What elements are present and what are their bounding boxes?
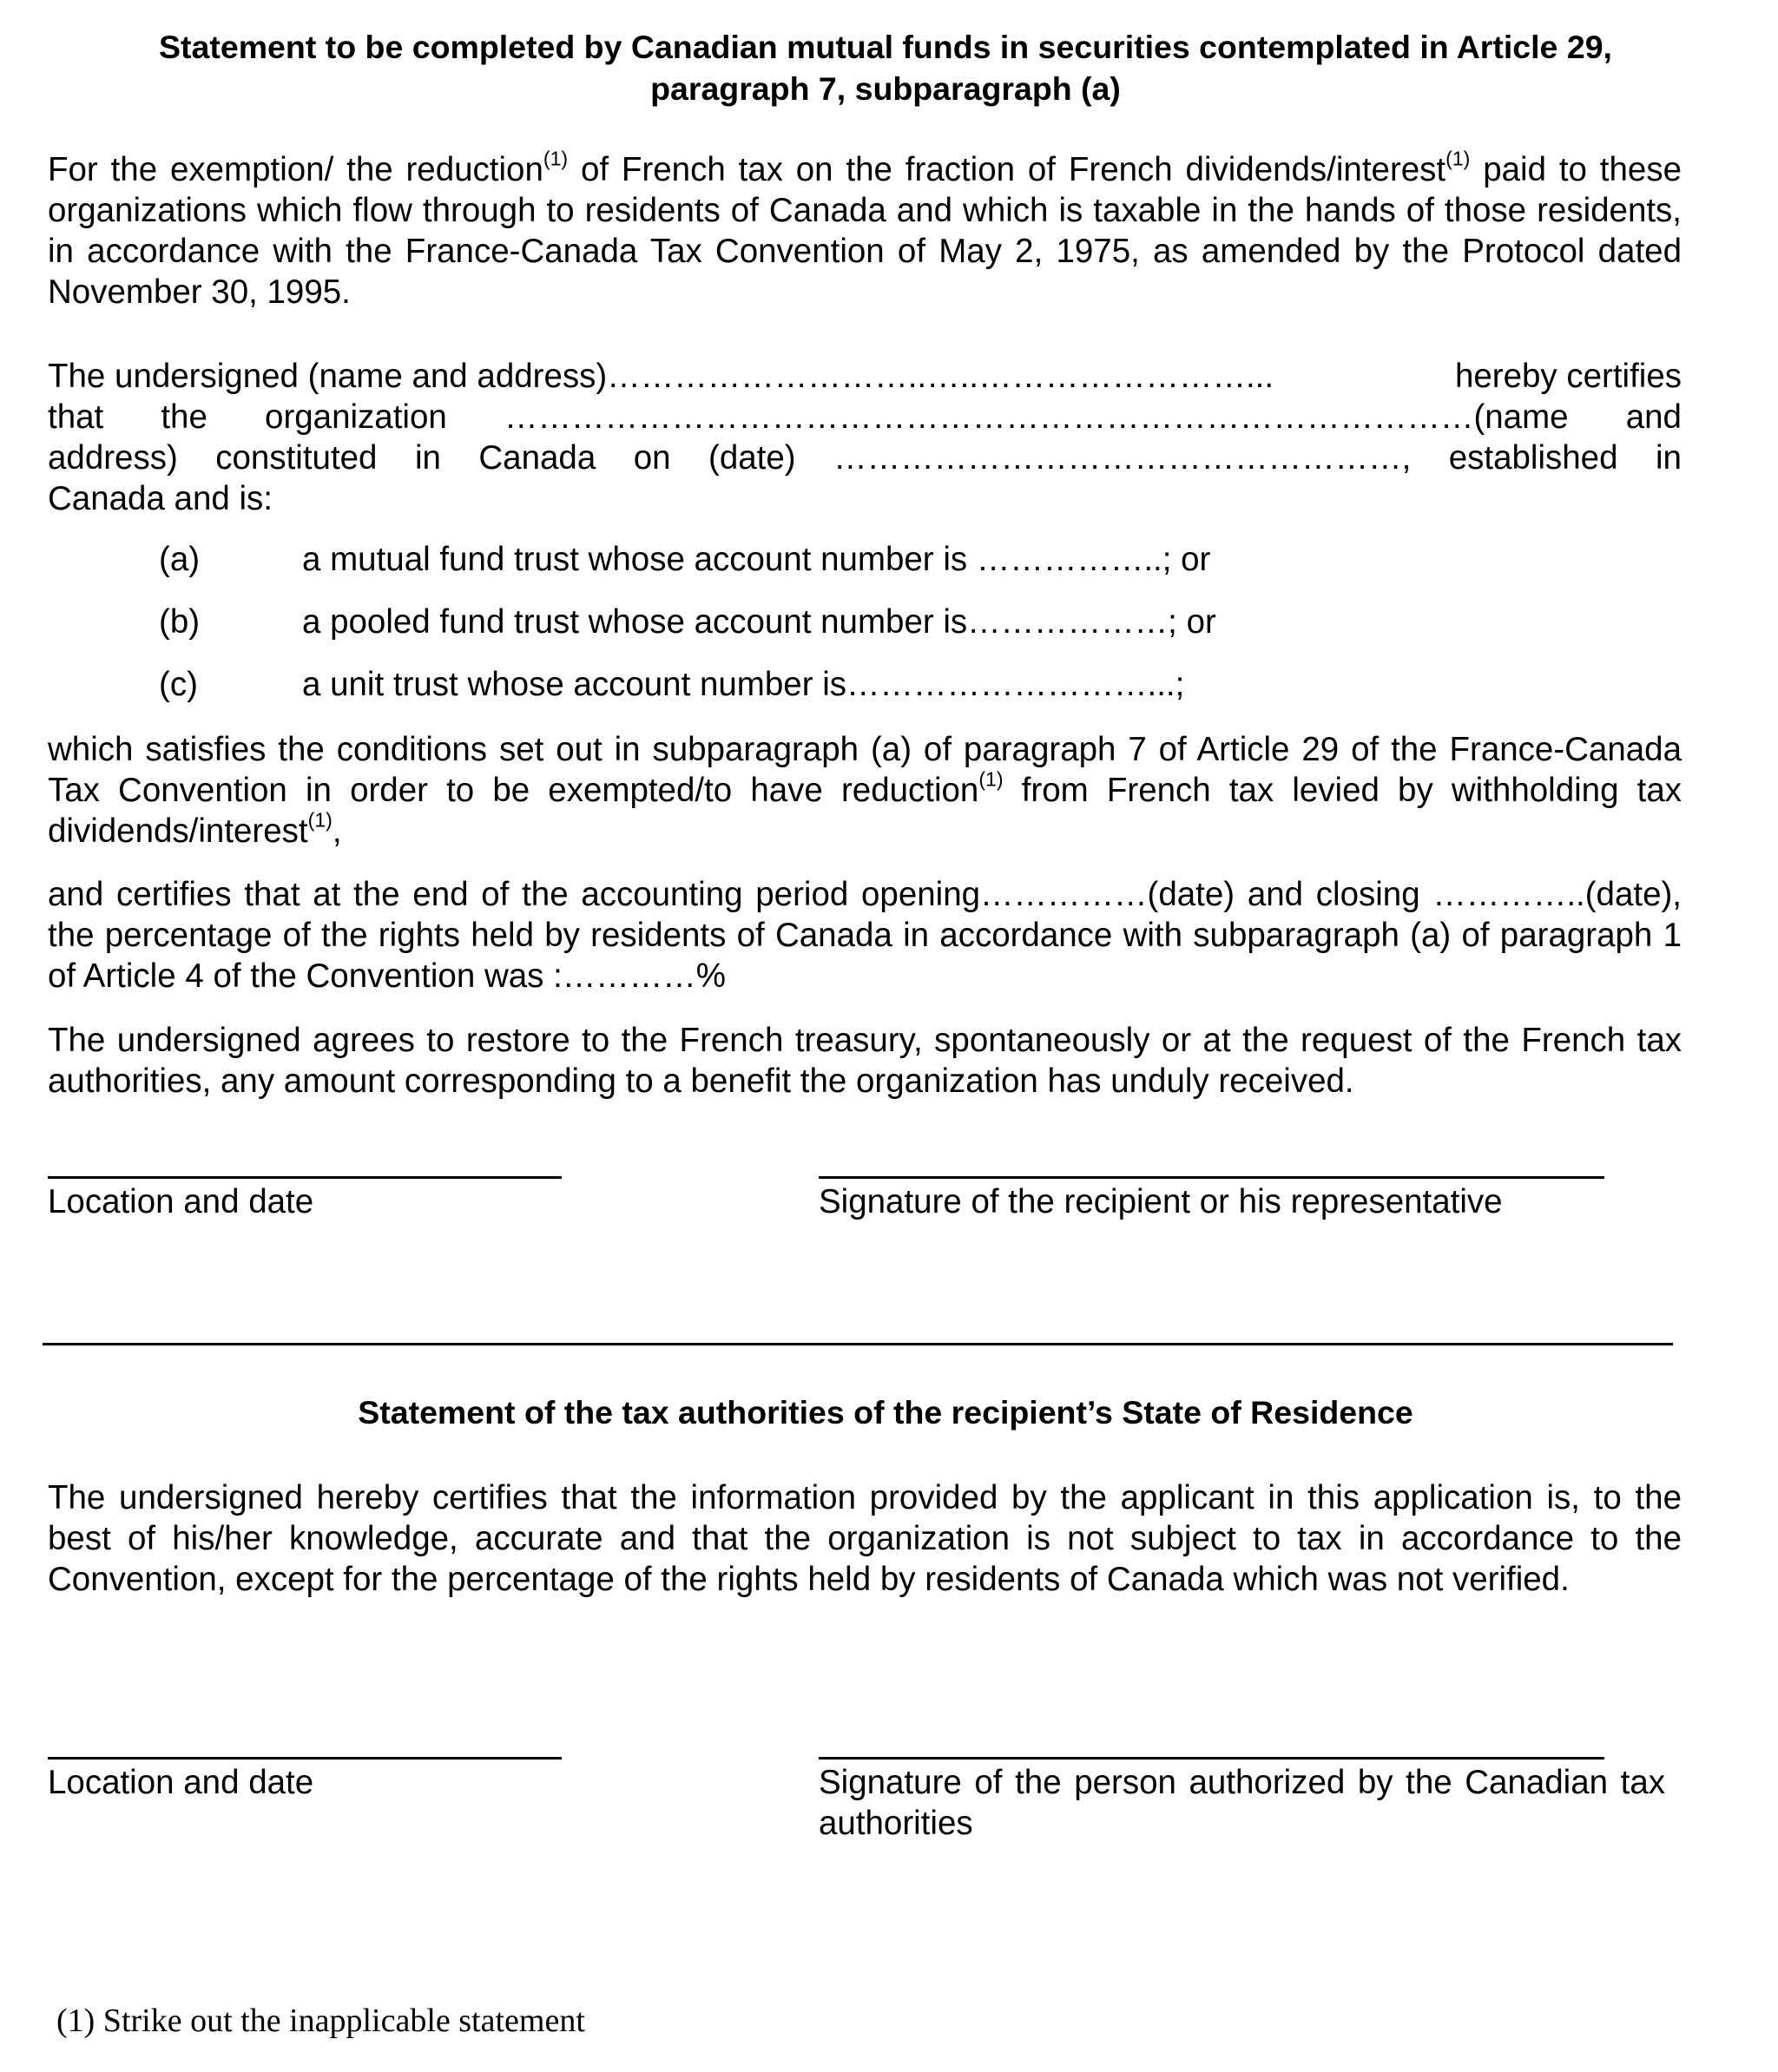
- conditions-text-3: ,: [332, 812, 342, 850]
- certification-text: address): [48, 439, 178, 477]
- section-divider: [43, 1343, 1673, 1345]
- signature-label: Signature of the person authorized by the Canadian tax authorities: [819, 1764, 1665, 1842]
- constitution-date-field[interactable]: ……………………………………………,: [833, 439, 1412, 477]
- certification-line-4: Canada and is:: [48, 480, 273, 517]
- option-letter: (c): [159, 666, 198, 703]
- footnote-ref: (1): [1445, 147, 1471, 170]
- intro-text-1: For the exemption/ the reduction: [48, 151, 543, 188]
- certification-text: organization: [265, 398, 447, 436]
- signature-label: Signature of the recipient or his representative: [819, 1183, 1503, 1220]
- footnote-ref: (1): [307, 808, 333, 832]
- location-date-line[interactable]: [48, 1176, 562, 1179]
- footnote-ref: (1): [978, 767, 1004, 791]
- name-address-field[interactable]: The undersigned (name and address)………………………..…..……………………...: [48, 358, 1274, 395]
- certification-text: and: [1625, 398, 1682, 436]
- organization-field[interactable]: ……………………………………………………………………………(name: [504, 398, 1569, 436]
- signature-line[interactable]: [819, 1757, 1604, 1760]
- intro-text-2: of French tax on the fraction of French dividends/interest: [568, 151, 1446, 188]
- certification-line-2: [48, 397, 1682, 437]
- conditions-text-2: from French tax levied by withholding tax dividends/interest: [48, 772, 1682, 850]
- intro-text-3: paid to these organizations which flow through to residents of Canada and which is taxable in the hands of those residents, in accordance with the France-Canada Tax Convention of May 2, 1975, as amended by the Protocol dated November 30, 1995.: [48, 151, 1682, 311]
- certification-text: in: [1655, 439, 1682, 477]
- certification-text: Canada: [478, 439, 596, 477]
- accounting-period-paragraph[interactable]: and certifies that at the end of the accounting period opening……………(date) and closing …………..(date), the percentage of the rights held by residents of Canada in accordance with subparagraph (a) of paragraph 1 of Article 4 of the Convention was :…………%: [48, 876, 1682, 995]
- option-unit-trust[interactable]: a unit trust whose account number is………………………...;: [302, 666, 1185, 703]
- section-title: Statement of the tax authorities of the recipient’s State of Residence: [358, 1394, 1413, 1431]
- signature-line[interactable]: [819, 1176, 1604, 1179]
- tax-authority-paragraph: The undersigned hereby certifies that the information provided by the applicant in this application is, to the best of his/her knowledge, accurate and that the organization is not subject to tax in accordance to the Convention, except for the percentage of the rights held by residents of Canada which was not verified.: [48, 1479, 1682, 1598]
- conditions-paragraph: [48, 729, 1682, 852]
- certification-line-1: [48, 356, 1682, 397]
- certification-text: hereby certifies: [1454, 358, 1682, 395]
- option-letter: (a): [159, 541, 201, 578]
- location-date-line[interactable]: [48, 1757, 562, 1760]
- form-title-line-2: paragraph 7, subparagraph (a): [650, 70, 1121, 107]
- option-mutual-fund-trust[interactable]: a mutual fund trust whose account number is ……………..; or: [302, 541, 1211, 578]
- form-title-line-1: Statement to be completed by Canadian mutual funds in securities contemplated in Article 29,: [159, 29, 1612, 65]
- certification-text: established: [1448, 439, 1618, 477]
- certification-text: on: [633, 439, 671, 477]
- footnote-ref: (1): [543, 147, 569, 170]
- certification-text: (date): [708, 439, 796, 477]
- certification-text: constituted: [215, 439, 378, 477]
- certification-text: the: [161, 398, 207, 436]
- restore-paragraph: The undersigned agrees to restore to the French treasury, spontaneously or at the request of the French tax authorities, any amount corresponding to a benefit the organization has unduly received.: [48, 1022, 1682, 1100]
- location-date-label: Location and date: [48, 1183, 314, 1220]
- option-pooled-fund-trust[interactable]: a pooled fund trust whose account number is………………; or: [302, 603, 1216, 641]
- conditions-text-1: which satisfies the conditions set out in subparagraph (a) of paragraph 7 of Article 29 of the France-Canada Tax Convention in order to be exempted/to have reduction: [48, 731, 1682, 809]
- certification-line-3: [48, 437, 1682, 478]
- intro-paragraph: [48, 149, 1682, 312]
- option-letter: (b): [159, 603, 201, 641]
- form-title: [35, 26, 1736, 109]
- footnote: (1) Strike out the inapplicable statement: [56, 2003, 585, 2039]
- location-date-label: Location and date: [48, 1764, 314, 1801]
- certification-text: in: [414, 439, 441, 477]
- certification-text: that: [48, 398, 104, 436]
